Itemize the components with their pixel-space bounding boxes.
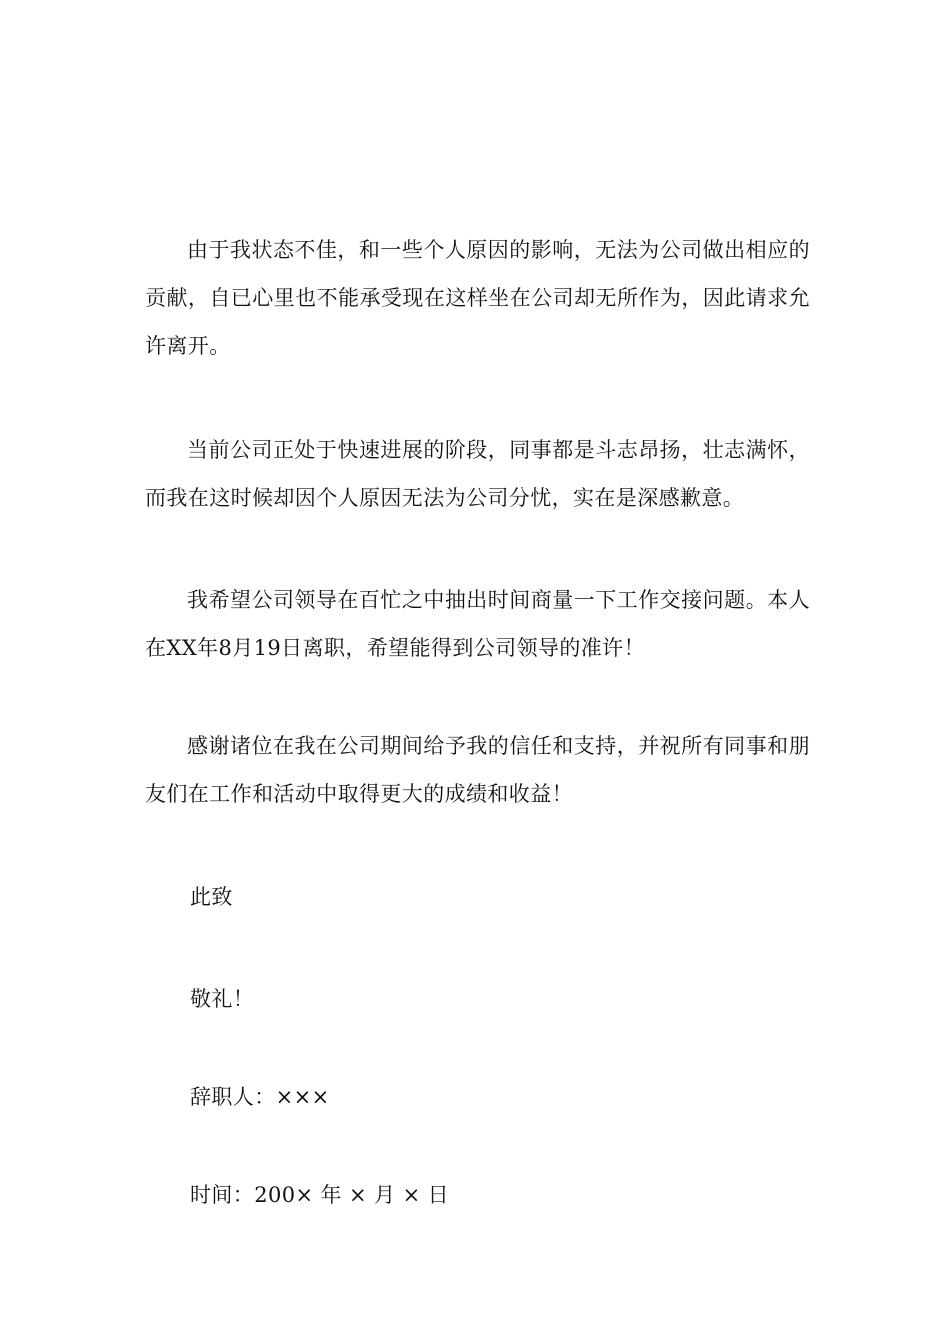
paragraph-apology: 当前公司正处于快速进展的阶段，同事都是斗志昂扬，壮志满怀，而我在这时候却因个人原因无法为公司分忧，实在是深感歉意。 [145,438,810,510]
paragraph-reason: 由于我状态不佳，和一些个人原因的影响，无法为公司做出相应的贡献，自已心里也不能承受现在这样坐在公司却无所作为，因此请求允许离开。 [145,238,810,358]
regards-line: 敬礼！ [190,987,255,1011]
signer-line: 辞职人：××× [190,1085,330,1109]
closing-line: 此致 [190,885,233,909]
paragraph-thanks: 感谢诸位在我在公司期间给予我的信任和支持，并祝所有同事和朋友们在工作和活动中取得更大的成绩和收益！ [145,734,810,806]
paragraph-handover: 我希望公司领导在百忙之中抽出时间商量一下工作交接问题。本人在XX年8月19日离职，希望能得到公司领导的准许！ [145,588,810,660]
date-line: 时间：200× 年 × 月 × 日 [190,1183,450,1207]
